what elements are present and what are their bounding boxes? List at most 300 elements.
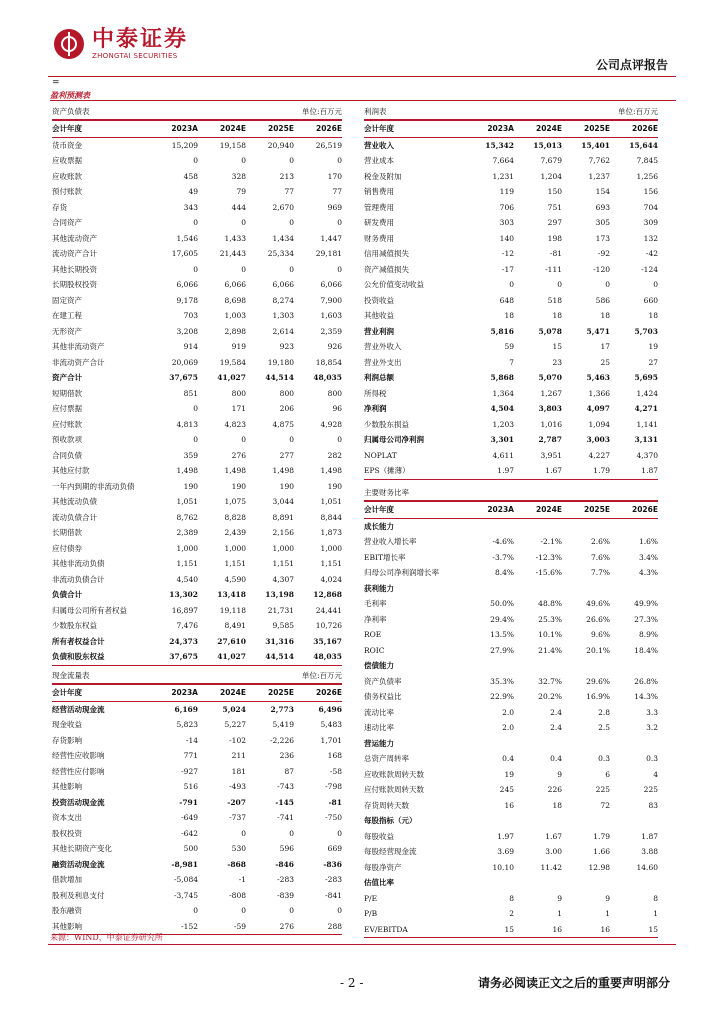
row-value: 226 — [547, 785, 562, 794]
row-value: -737 — [229, 813, 246, 822]
table-section-row — [364, 519, 658, 535]
row-value: 586 — [595, 295, 610, 305]
table-row — [52, 857, 342, 873]
row-value: -4.6% — [492, 537, 514, 546]
row-value: 5,868 — [490, 373, 514, 382]
table-row — [364, 844, 658, 860]
row-value: 1,498 — [176, 466, 198, 475]
row-value: 21.4% — [538, 645, 562, 655]
row-value: 21,443 — [219, 249, 246, 258]
financial-ratios-table — [364, 485, 658, 938]
table-row — [364, 705, 658, 721]
table-row — [52, 448, 342, 464]
row-label: 其他长期投资 — [52, 264, 97, 274]
row-label: P/E — [364, 893, 378, 903]
row-label: 存货周转天数 — [364, 800, 409, 810]
table-title: 现金流量表 — [52, 671, 90, 680]
row-value: 190 — [231, 481, 246, 491]
row-value: 0.3 — [598, 754, 610, 763]
table-header-row — [364, 120, 658, 138]
row-value: 4,823 — [224, 419, 246, 429]
row-value: 6,066 — [272, 280, 294, 289]
row-value: 1,434 — [272, 233, 294, 243]
header-year: 2024E — [536, 505, 562, 514]
row-label: 应付票据 — [52, 404, 82, 413]
row-value: 0 — [557, 280, 562, 289]
row-label: 总资产周转率 — [364, 754, 409, 763]
table-row — [52, 231, 342, 247]
row-label: 货币资金 — [52, 140, 82, 150]
table-row — [364, 401, 658, 417]
table-row — [52, 200, 342, 216]
row-value: 4,097 — [586, 404, 610, 413]
row-label: 每股经营现金流 — [364, 847, 417, 856]
row-value: 0 — [337, 218, 342, 227]
row-value: 1,447 — [320, 233, 342, 243]
row-value: 704 — [643, 202, 658, 212]
row-label: 负债合计 — [52, 590, 82, 599]
row-value: -283 — [277, 875, 294, 884]
row-value: 50.0% — [490, 599, 514, 608]
row-value: 15,209 — [171, 140, 198, 150]
row-value: 18 — [600, 311, 610, 320]
row-value: 703 — [183, 311, 198, 320]
row-value — [610, 581, 658, 597]
row-value: 27.9% — [490, 645, 514, 655]
row-value: 0 — [337, 264, 342, 274]
row-value: 190 — [279, 481, 294, 491]
table-row — [52, 246, 342, 262]
table-row — [52, 841, 342, 857]
row-value: 1,016 — [540, 419, 562, 429]
row-value: 9,585 — [272, 621, 294, 630]
row-value: 25.3% — [538, 614, 562, 624]
row-value: 914 — [183, 342, 198, 351]
table-row — [364, 612, 658, 628]
row-value: 1,267 — [540, 388, 562, 398]
row-value: 29.6% — [586, 676, 610, 686]
row-value: 0 — [241, 435, 246, 444]
header-year: 2026E — [316, 688, 342, 697]
row-label: 应付账款 — [52, 419, 82, 429]
row-value: 15,013 — [533, 140, 562, 150]
table-row — [364, 169, 658, 185]
row-value: 37,675 — [169, 373, 198, 382]
row-value: 9 — [605, 893, 610, 903]
row-label: 债务权益比 — [364, 692, 402, 701]
row-value: 77 — [332, 187, 342, 196]
row-value: 1,151 — [224, 559, 246, 568]
row-value: 1.87 — [641, 831, 658, 841]
row-value: 0 — [289, 828, 294, 838]
row-value: 0 — [337, 435, 342, 444]
section-title: 盈利预测表 — [50, 90, 676, 101]
row-value: 3,131 — [634, 435, 658, 444]
row-value: 44,514 — [265, 373, 294, 382]
row-label: 短期借款 — [52, 388, 82, 398]
row-value: 48,035 — [313, 373, 342, 382]
row-value: 18,854 — [315, 357, 342, 367]
row-value: 18.4% — [634, 645, 658, 655]
row-value: 500 — [183, 844, 198, 853]
row-value: 2,773 — [270, 704, 294, 714]
row-value: 1 — [605, 909, 610, 918]
table-row — [364, 308, 658, 324]
table-row — [364, 829, 658, 845]
row-value: 13,198 — [265, 590, 294, 599]
row-label: 股权投资 — [52, 828, 82, 838]
row-value: -12 — [501, 249, 514, 258]
header-year: 2026E — [632, 124, 658, 133]
row-label: 资产合计 — [52, 373, 82, 382]
row-value: -808 — [229, 890, 246, 900]
row-value: 19,180 — [267, 357, 294, 367]
row-value: 328 — [231, 171, 246, 181]
row-value — [562, 875, 610, 891]
row-value — [514, 658, 562, 674]
table-row — [52, 587, 342, 603]
table-row — [364, 370, 658, 386]
footer-divider — [48, 944, 676, 945]
row-value: 24,373 — [169, 636, 198, 646]
row-label: 每股净资产 — [364, 862, 402, 872]
table-row — [52, 702, 342, 718]
row-value: 22.9% — [490, 692, 514, 701]
row-value: -798 — [325, 782, 342, 791]
row-value: 0 — [289, 435, 294, 444]
table-row — [364, 432, 658, 448]
row-value: -2,226 — [269, 735, 294, 745]
row-value: 8,762 — [176, 512, 198, 522]
row-label: 其他非流动负债 — [52, 559, 105, 568]
table-row — [52, 603, 342, 619]
row-label: 股东融资 — [52, 906, 82, 915]
row-label: 非流动资产合计 — [52, 357, 105, 367]
row-value: 0 — [241, 828, 246, 838]
table-row — [364, 417, 658, 433]
row-value: -124 — [641, 264, 658, 274]
row-value: 206 — [279, 404, 294, 413]
logo-emblem-icon — [54, 29, 84, 59]
row-value: 0 — [193, 156, 198, 165]
row-value — [562, 658, 610, 674]
row-label: 股利及利息支付 — [52, 890, 105, 900]
table-row — [52, 903, 342, 919]
report-type: 公司点评报告 — [595, 58, 668, 72]
row-label: 流动负债合计 — [52, 512, 97, 522]
income-statement-table — [364, 104, 658, 480]
row-value: 1,364 — [492, 388, 514, 398]
row-value: 3.4% — [638, 552, 658, 562]
row-value: -846 — [275, 859, 294, 869]
row-value: 1 — [557, 909, 562, 918]
row-value: 190 — [327, 481, 342, 491]
logo-name-cn: 中泰证券 — [92, 27, 189, 52]
table-row — [364, 550, 658, 566]
row-value: 18 — [648, 311, 658, 320]
page-number: - 2 - — [340, 976, 364, 990]
row-value: 26.8% — [634, 676, 658, 686]
row-value: 1,051 — [320, 497, 342, 506]
row-value: 7,664 — [492, 156, 514, 165]
row-value: -750 — [325, 813, 342, 822]
table-section-row — [364, 581, 658, 597]
row-value: 170 — [327, 171, 342, 181]
row-value: -42 — [645, 249, 658, 258]
row-value: 3.00 — [545, 847, 562, 856]
row-value: 5,227 — [224, 720, 246, 729]
row-value: -3,745 — [173, 890, 198, 900]
row-value: 4,928 — [320, 419, 342, 429]
row-value: 48,035 — [313, 652, 342, 661]
row-value: 96 — [332, 404, 342, 413]
row-value: 5,078 — [538, 326, 562, 336]
row-value: 5,024 — [222, 704, 246, 714]
row-value: 343 — [183, 202, 198, 212]
row-label: 其他长期资产变化 — [52, 844, 112, 853]
row-value: -283 — [325, 875, 342, 884]
row-value: 4,227 — [588, 450, 610, 460]
table-unit: 单位:百万元 — [301, 671, 342, 680]
row-value: 800 — [231, 388, 246, 398]
row-value: 1,433 — [224, 233, 246, 243]
row-value: 245 — [499, 785, 514, 794]
row-label: 流动比率 — [364, 707, 394, 717]
header-year: 2025E — [268, 688, 294, 697]
row-value: 44,514 — [265, 652, 294, 661]
row-value — [514, 581, 562, 597]
row-label: ROIC — [364, 645, 385, 655]
row-value: 10.1% — [538, 630, 562, 639]
row-value: 1,498 — [224, 466, 246, 475]
row-value — [466, 658, 514, 674]
row-value: -649 — [181, 813, 198, 822]
row-value: 171 — [231, 404, 246, 413]
row-value: 1,603 — [320, 311, 342, 320]
row-value: 9 — [557, 769, 562, 779]
table-row — [364, 922, 658, 939]
row-value: 8 — [509, 893, 514, 903]
row-value: 6,066 — [224, 280, 246, 289]
row-value: 1.66 — [593, 847, 610, 856]
row-value: -102 — [229, 735, 246, 745]
row-label: 流动资产合计 — [52, 249, 97, 258]
row-label: EV/EBITDA — [364, 924, 408, 934]
table-row — [52, 779, 342, 795]
row-value: 458 — [183, 171, 198, 181]
row-label: 其他影响 — [52, 782, 82, 791]
row-value: 24,441 — [315, 605, 342, 615]
table-title: 主要财务比率 — [364, 488, 409, 497]
row-value: 5,816 — [490, 326, 514, 336]
row-value: 8 — [653, 893, 658, 903]
row-value: 516 — [183, 782, 198, 791]
table-row — [364, 782, 658, 798]
row-value: 0 — [241, 218, 246, 227]
row-value: 2.5 — [598, 723, 610, 732]
row-value: 2 — [509, 909, 514, 918]
row-value: 923 — [279, 342, 294, 351]
row-value: 3,044 — [272, 497, 294, 506]
row-label: 其他收益 — [364, 311, 394, 320]
row-value: 5,471 — [586, 326, 610, 336]
row-value: 0.4 — [502, 754, 514, 763]
row-value: 3.88 — [641, 847, 658, 856]
row-value: 7 — [509, 357, 514, 367]
row-value: -207 — [227, 797, 246, 807]
row-label: 其他非流动资产 — [52, 342, 105, 351]
row-value: 596 — [279, 844, 294, 853]
row-value: 5,070 — [538, 373, 562, 382]
row-value: 276 — [231, 450, 246, 460]
row-value: 1,498 — [320, 466, 342, 475]
row-value: 14.60 — [636, 862, 658, 872]
row-value: 518 — [547, 295, 562, 305]
row-value: 4,590 — [224, 574, 246, 584]
table-row — [52, 308, 342, 324]
row-value: 13,418 — [217, 590, 246, 599]
row-label: ROE — [364, 630, 382, 639]
row-value: 16 — [552, 924, 562, 934]
header-label: 会计年度 — [364, 124, 394, 133]
row-value: 119 — [499, 187, 514, 196]
row-value: 3,208 — [176, 326, 198, 336]
table-row — [52, 494, 342, 510]
row-label: 经营性应收影响 — [52, 751, 105, 760]
row-value: 309 — [643, 218, 658, 227]
row-value: 77 — [284, 187, 294, 196]
row-value: 8,891 — [272, 512, 294, 522]
row-value: 5,703 — [634, 326, 658, 336]
row-value: 1.67 — [545, 466, 562, 475]
row-label: 固定资产 — [52, 295, 82, 305]
row-value: 1,546 — [176, 233, 198, 243]
row-value: 26.6% — [586, 614, 610, 624]
row-value: 17,605 — [171, 249, 198, 258]
data-source: 来源：WIND，中泰证券研究所 — [50, 933, 163, 942]
row-label: 营业外支出 — [364, 357, 402, 367]
row-value: 15,342 — [485, 140, 514, 150]
row-value: 1,237 — [588, 171, 610, 181]
row-value: 1,003 — [224, 311, 246, 320]
table-row — [52, 748, 342, 764]
row-value: 0.3 — [646, 754, 658, 763]
row-label: 其他流动资产 — [52, 233, 97, 243]
header-mark: = — [52, 78, 60, 88]
row-value: 1,498 — [272, 466, 294, 475]
row-value: 0 — [289, 156, 294, 165]
row-value: 1,231 — [492, 171, 514, 181]
row-value — [466, 581, 514, 597]
table-row — [52, 888, 342, 904]
row-label: 速动比率 — [364, 723, 394, 732]
row-value: 706 — [499, 202, 514, 212]
row-value: 7.6% — [590, 552, 610, 562]
table-row — [52, 153, 342, 169]
row-value — [562, 519, 610, 535]
row-value: 6 — [605, 769, 610, 779]
row-value: 19 — [504, 769, 514, 779]
row-label: 合同负债 — [52, 450, 82, 460]
row-value: 1.87 — [641, 466, 658, 475]
table-row — [364, 138, 658, 154]
row-value: 173 — [595, 233, 610, 243]
row-value: 72 — [600, 800, 610, 810]
row-value — [514, 519, 562, 535]
row-value: 2,787 — [538, 435, 562, 444]
header-label: 会计年度 — [52, 124, 82, 133]
row-value — [514, 736, 562, 752]
row-value: 2,439 — [224, 528, 246, 537]
row-value: -1 — [238, 875, 246, 884]
row-value — [610, 875, 658, 891]
table-row — [364, 767, 658, 783]
table-row — [364, 674, 658, 690]
row-value: 288 — [327, 921, 342, 931]
row-value: 7,762 — [588, 156, 610, 165]
row-value: 1,366 — [588, 388, 610, 398]
header-year: 2025E — [584, 124, 610, 133]
logo-name-en: ZHONGTAI SECURITIES — [92, 52, 178, 60]
row-label: 借款增加 — [52, 875, 82, 884]
table-section-row — [364, 813, 658, 829]
row-value: 9.6% — [590, 630, 610, 639]
row-value: 168 — [327, 751, 342, 760]
row-value: 225 — [643, 785, 658, 794]
row-value: 29,181 — [315, 249, 342, 258]
table-unit: 单位:百万元 — [617, 107, 658, 116]
row-value: 132 — [643, 233, 658, 243]
row-value: 5,823 — [176, 720, 198, 729]
row-value: 4,504 — [490, 404, 514, 413]
table-row — [52, 339, 342, 355]
row-value: -81 — [328, 797, 342, 807]
table-row — [52, 810, 342, 826]
row-label: 其他流动负债 — [52, 497, 97, 506]
row-label: 经营性应付影响 — [52, 766, 105, 776]
row-value — [514, 875, 562, 891]
row-value: 1,000 — [320, 543, 342, 553]
row-value: 14.3% — [634, 692, 658, 701]
row-value: 2,156 — [272, 528, 294, 537]
table-row — [52, 556, 342, 572]
row-label: 现金收益 — [52, 720, 82, 729]
table-header-row — [52, 120, 342, 138]
row-label: 应付账款周转天数 — [364, 785, 424, 794]
row-value: 20.2% — [538, 692, 562, 701]
row-value: -81 — [549, 249, 562, 258]
row-value: 1,203 — [492, 419, 514, 429]
row-label: 估值比率 — [364, 878, 394, 887]
row-value: 35,167 — [313, 636, 342, 646]
row-value: 31,316 — [265, 636, 294, 646]
table-row — [364, 906, 658, 922]
row-value: 16,897 — [171, 605, 198, 615]
row-value: -741 — [277, 813, 294, 822]
row-label: 净利润 — [364, 404, 387, 413]
row-value: 213 — [279, 171, 294, 181]
row-value: 1.79 — [593, 466, 610, 475]
row-value: 1.97 — [497, 466, 514, 475]
row-value: 1,151 — [320, 559, 342, 568]
row-value: 0 — [241, 156, 246, 165]
row-label: 财务费用 — [364, 233, 394, 243]
row-value: 669 — [327, 844, 342, 853]
row-value: 35.3% — [490, 676, 514, 686]
row-value: 1,141 — [636, 419, 658, 429]
row-label: 营业成本 — [364, 156, 394, 165]
row-value: -3.7% — [492, 552, 514, 562]
